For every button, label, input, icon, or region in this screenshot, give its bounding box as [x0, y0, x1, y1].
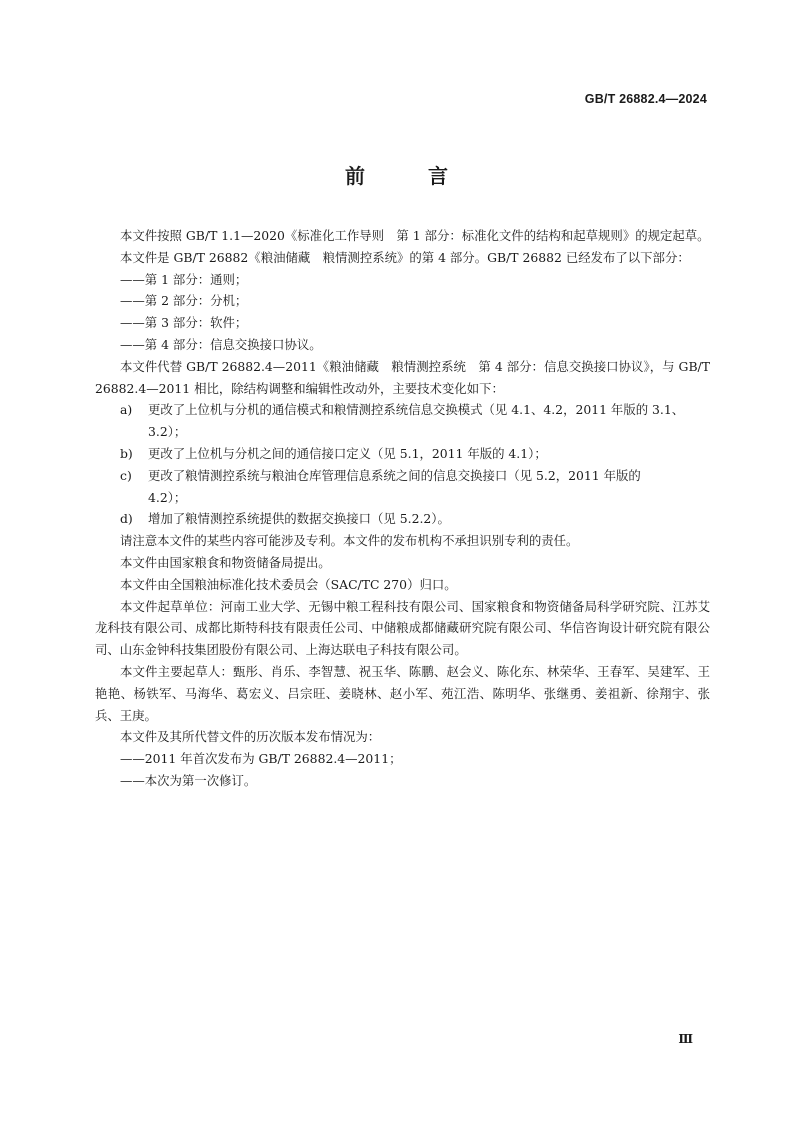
- change-label: b): [120, 445, 133, 461]
- change-label: d): [120, 511, 133, 527]
- change-text: 更改了上位机与分机的通信模式和粮情测控系统信息交换模式（见 4.1、4.2，2011 年版的 3.1、: [148, 402, 685, 418]
- history-item: ——本次为第一次修订。: [120, 772, 257, 788]
- list-item: ——第 3 部分：软件；: [120, 315, 248, 331]
- foreword-body: [95, 225, 710, 792]
- history-item: ——2011 年首次发布为 GB/T 26882.4—2011；: [120, 751, 402, 767]
- paragraph-patent: 请注意本文件的某些内容可能涉及专利。本文件的发布机构不承担识别专利的责任。: [120, 533, 579, 549]
- paragraph-drafting-rules: 本文件按照 GB/T 1.1—2020《标准化工作导则 第 1 部分：标准化文件的结构和起草规则》的规定起草。: [120, 228, 710, 243]
- paragraph-proposer: 本文件由国家粮食和物资储备局提出。: [120, 554, 331, 570]
- change-item: [95, 508, 710, 530]
- change-text: 更改了粮情测控系统与粮油仓库管理信息系统之间的信息交换接口（见 5.2，2011 年版的: [148, 467, 641, 483]
- page-title: 前 言: [345, 164, 476, 188]
- paragraph-history-intro: 本文件及其所代替文件的历次版本发布情况为：: [120, 729, 381, 745]
- change-text-cont: 3.2）；: [148, 424, 187, 440]
- paragraph-replacement: 本文件代替 GB/T 26882.4—2011《粮油储藏 粮情测控系统 第 4 部分：信息交换接口协议》，与 GB/T 26882.4—2011 相比，除结构调整和编辑性改动外，主要技术变化如下：: [95, 358, 710, 396]
- paragraph-committee: 本文件由全国粮油标准化技术委员会（SAC/TC 270）归口。: [120, 576, 457, 592]
- change-item: [95, 443, 710, 465]
- change-label: a): [120, 402, 133, 418]
- change-text: 增加了粮情测控系统提供的数据交换接口（见 5.2.2）。: [148, 511, 450, 527]
- list-item: ——第 2 部分：分机；: [120, 293, 248, 309]
- paragraph-series: 本文件是 GB/T 26882《粮油储藏 粮情测控系统》的第 4 部分。GB/T 26882 已经发布了以下部分：: [120, 249, 690, 265]
- standard-code: GB/T 26882.4—2024: [584, 92, 707, 106]
- change-item: [95, 465, 710, 487]
- change-text-cont: 4.2）；: [148, 489, 187, 505]
- list-item: ——第 4 部分：信息交换接口协议。: [120, 336, 322, 352]
- list-item: ——第 1 部分：通则；: [120, 271, 248, 287]
- page-number: Ⅲ: [678, 1032, 693, 1046]
- change-label: c): [120, 467, 132, 483]
- change-item: [95, 399, 710, 421]
- paragraph-drafters: 本文件主要起草人：甄彤、肖乐、李智慧、祝玉华、陈鹏、赵会义、陈化东、林荣华、王春军、吴建军、王艳艳、杨铁军、马海华、葛宏义、吕宗旺、姜晓林、赵小军、苑江浩、陈明华、张继勇、姜祖新、徐翔宇、张兵、王庚。: [95, 663, 710, 723]
- paragraph-drafting-units: 本文件起草单位：河南工业大学、无锡中粮工程科技有限公司、国家粮食和物资储备局科学研究院、江苏艾龙科技有限公司、成都比斯特科技有限责任公司、中储粮成都储藏研究院有限公司、华信咨询设计研究院有限公司、山东金钟科技集团股份有限公司、上海达联电子科技有限公司。: [95, 598, 710, 658]
- change-text: 更改了上位机与分机之间的通信接口定义（见 5.1，2011 年版的 4.1）；: [148, 445, 547, 461]
